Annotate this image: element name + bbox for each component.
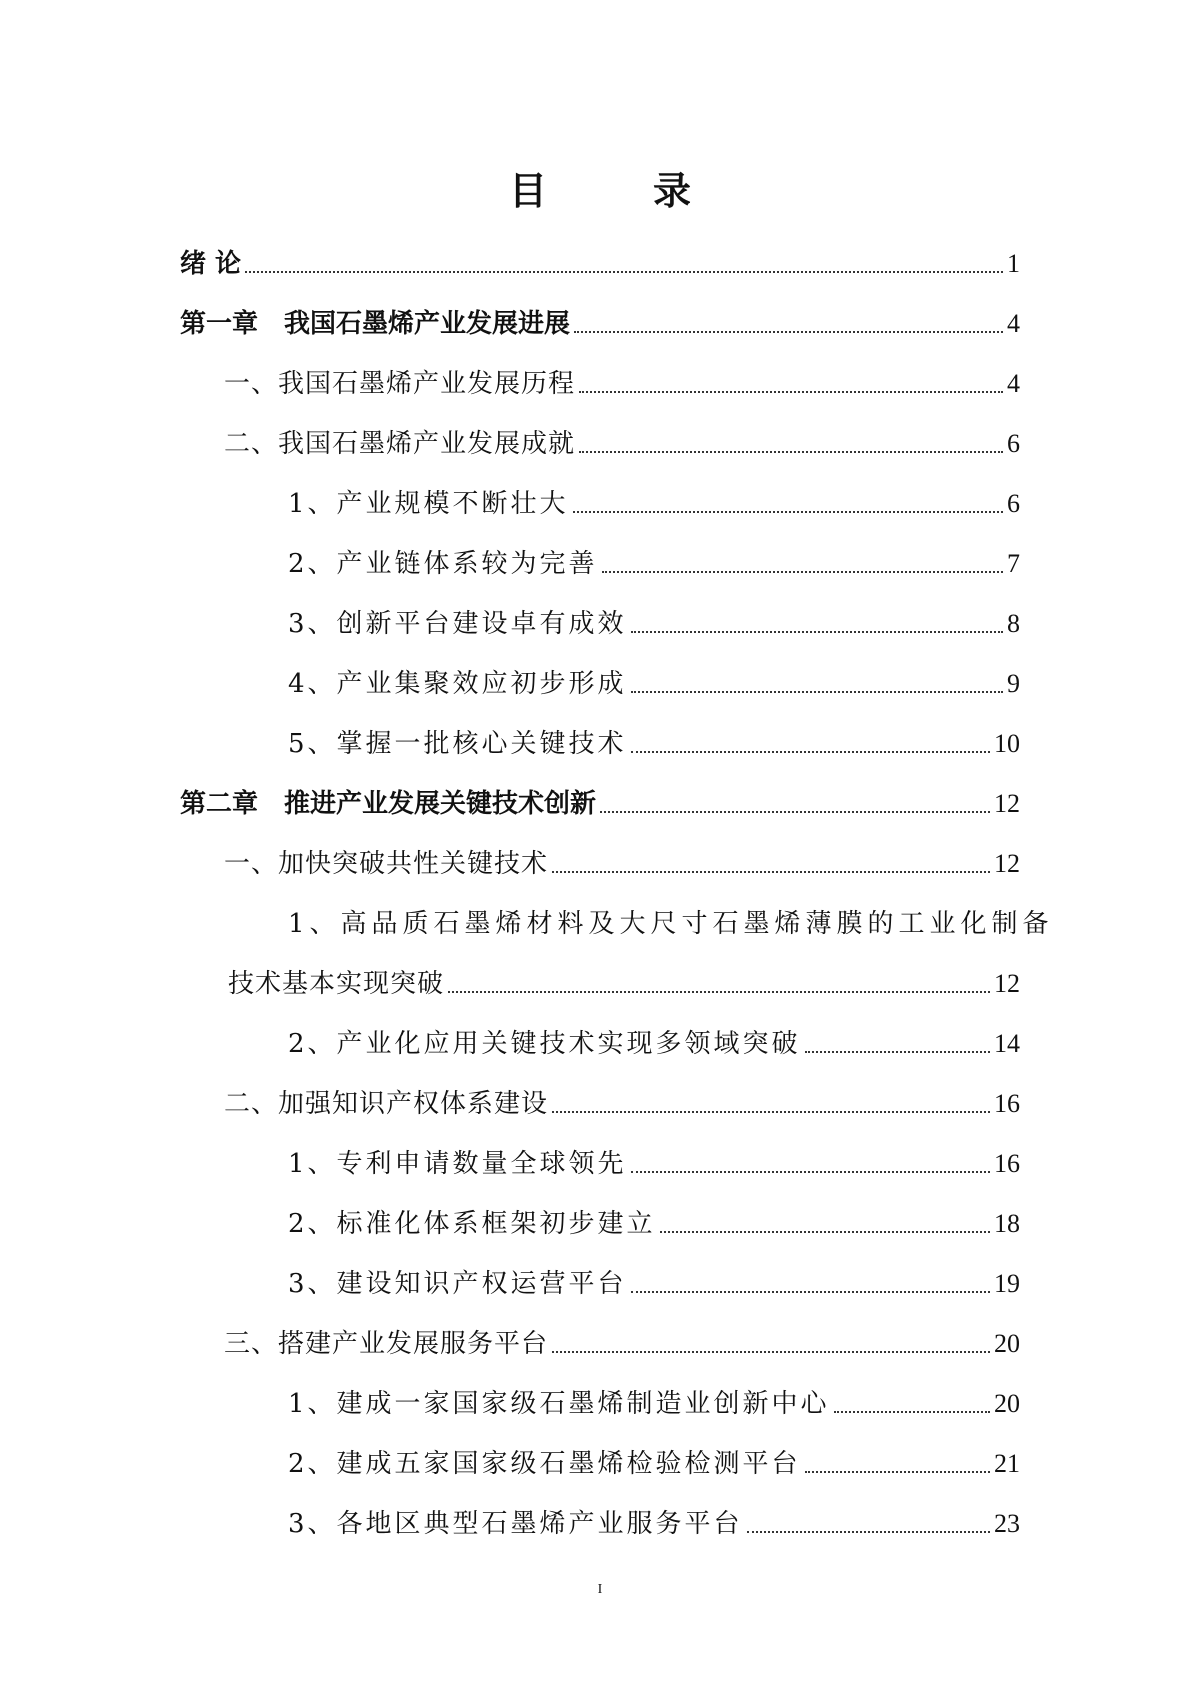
toc-entry-label: 2、产业链体系较为完善 (288, 549, 598, 579)
dot-leader (574, 331, 1003, 333)
toc-entry-label: 3、各地区典型石墨烯产业服务平台 (288, 1509, 743, 1539)
toc-entry-subsection[interactable] (180, 1494, 1020, 1554)
table-of-contents (180, 234, 1054, 1554)
toc-entry-subsection[interactable] (180, 594, 1020, 654)
toc-entry-label: 2、产业化应用关键技术实现多领域突破 (288, 1029, 801, 1059)
toc-entry-section[interactable] (180, 834, 1020, 894)
dot-leader (631, 631, 1003, 633)
toc-entry-chapter-1[interactable] (180, 294, 1020, 354)
toc-entry-subsection[interactable] (180, 1134, 1020, 1194)
toc-entry-subsection[interactable] (180, 714, 1020, 774)
toc-entry-section[interactable] (180, 414, 1020, 474)
toc-entry-label: 第一章 我国石墨烯产业发展进展 (180, 309, 571, 339)
toc-entry-subsection[interactable] (180, 1434, 1020, 1494)
toc-entry-page: 4 (1007, 309, 1020, 338)
toc-entry-page: 10 (994, 729, 1020, 758)
toc-entry-label: 1、产业规模不断壮大 (288, 489, 569, 519)
toc-entry-section[interactable] (180, 1074, 1020, 1134)
dot-leader (631, 1291, 990, 1293)
toc-entry-page: 7 (1007, 549, 1020, 578)
dot-leader (552, 871, 990, 873)
toc-entry-label: 1、专利申请数量全球领先 (288, 1149, 627, 1179)
dot-leader (660, 1231, 990, 1233)
dot-leader (552, 1351, 990, 1353)
dot-leader (805, 1471, 990, 1473)
dot-leader (747, 1531, 990, 1533)
toc-entry-page: 14 (994, 1029, 1020, 1058)
toc-entry-label: 二、我国石墨烯产业发展成就 (224, 429, 576, 459)
toc-entry-section[interactable] (180, 1314, 1020, 1374)
dot-leader (579, 451, 1003, 453)
dot-leader (602, 571, 1003, 573)
toc-entry-page: 12 (994, 789, 1020, 818)
toc-entry-label: 绪 论 (180, 249, 242, 279)
toc-entry-label: 2、建成五家国家级石墨烯检验检测平台 (288, 1449, 801, 1479)
toc-entry-label: 一、我国石墨烯产业发展历程 (224, 369, 576, 399)
toc-entry-page: 18 (994, 1209, 1020, 1238)
page-number-footer: I (597, 1582, 603, 1597)
toc-entry-subsection[interactable] (180, 654, 1020, 714)
toc-entry-page: 20 (994, 1329, 1020, 1358)
dot-leader (631, 1171, 990, 1173)
dot-leader (600, 811, 990, 813)
toc-entry-page: 23 (994, 1509, 1020, 1538)
dot-leader (579, 391, 1003, 393)
toc-entry-label: 3、建设知识产权运营平台 (288, 1269, 627, 1299)
toc-entry-label: 5、掌握一批核心关键技术 (288, 729, 627, 759)
toc-entry-label: 1、建成一家国家级石墨烯制造业创新中心 (288, 1389, 830, 1419)
dot-leader (805, 1051, 990, 1053)
dot-leader (552, 1111, 990, 1113)
dot-leader (245, 271, 1003, 273)
toc-entry-label: 3、创新平台建设卓有成效 (288, 609, 627, 639)
toc-entry-subsection[interactable] (180, 1254, 1020, 1314)
dot-leader (631, 751, 990, 753)
toc-entry-label: 一、加快突破共性关键技术 (224, 849, 549, 879)
dot-leader (573, 511, 1003, 513)
toc-entry-page: 19 (994, 1269, 1020, 1298)
toc-entry-subsection[interactable] (180, 1374, 1020, 1434)
toc-entry-label: 三、搭建产业发展服务平台 (224, 1329, 549, 1359)
toc-entry-page: 16 (994, 1089, 1020, 1118)
toc-entry-page: 9 (1007, 669, 1020, 698)
toc-entry-page: 1 (1007, 249, 1020, 278)
toc-entry-label: 技术基本实现突破 (228, 969, 445, 999)
page-title: 目 录 (508, 169, 725, 213)
toc-entry-page: 16 (994, 1149, 1020, 1178)
toc-entry-page: 21 (994, 1449, 1020, 1478)
toc-entry-subsection-continuation[interactable] (180, 954, 1020, 1014)
toc-entry-page: 6 (1007, 489, 1020, 518)
toc-entry-page: 4 (1007, 369, 1020, 398)
toc-entry-page: 6 (1007, 429, 1020, 458)
toc-entry-subsection[interactable] (180, 474, 1020, 534)
toc-entry-page: 8 (1007, 609, 1020, 638)
toc-entry-section[interactable] (180, 354, 1020, 414)
toc-entry-page: 20 (994, 1389, 1020, 1418)
toc-entry-introduction[interactable] (180, 234, 1020, 294)
toc-entry-page: 12 (994, 969, 1020, 998)
toc-entry-subsection[interactable] (180, 534, 1020, 594)
toc-entry-label: 2、标准化体系框架初步建立 (288, 1209, 656, 1239)
toc-entry-label: 1、高品质石墨烯材料及大尺寸石墨烯薄膜的工业化制备 (288, 909, 1054, 939)
toc-entry-label: 第二章 推进产业发展关键技术创新 (180, 789, 597, 819)
dot-leader (448, 991, 990, 993)
toc-entry-subsection[interactable] (180, 1014, 1020, 1074)
toc-entry-chapter-2[interactable] (180, 774, 1020, 834)
dot-leader (834, 1411, 990, 1413)
toc-entry-subsection[interactable] (180, 1194, 1020, 1254)
toc-entry-label: 4、产业集聚效应初步形成 (288, 669, 627, 699)
toc-entry-label: 二、加强知识产权体系建设 (224, 1089, 549, 1119)
toc-entry-page: 12 (994, 849, 1020, 878)
dot-leader (631, 691, 1003, 693)
toc-entry-subsection-wrapped[interactable] (180, 894, 1054, 954)
